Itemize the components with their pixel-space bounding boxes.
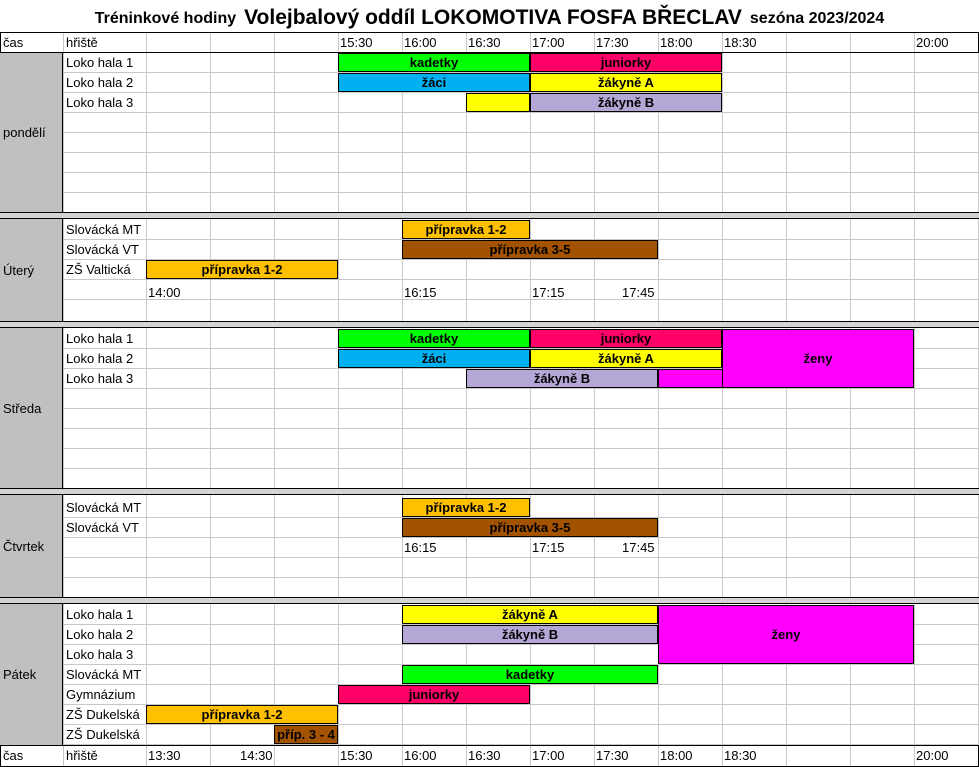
training-block: kadetky [338,329,530,348]
time-note: 16:15 [404,285,437,300]
training-block: juniorky [530,53,722,72]
grid-hline [63,388,979,389]
grid-vline [210,32,211,767]
day-label-monday: pondělí [0,52,63,212]
training-block: žáci [338,73,530,92]
grid-hline [63,744,979,745]
grid-hline [63,537,979,538]
title-club: Volejbalový oddíl LOKOMOTIVA FOSFA BŘECLAV [244,6,742,29]
court-label: Loko hala 2 [66,75,134,90]
training-block: přípravka 3-5 [402,240,658,259]
grid-hline [63,172,979,173]
title-season: sezóna 2023/2024 [749,10,885,27]
training-block [466,93,530,112]
header-time: 20:00 [916,35,949,50]
grid-vline [338,32,339,767]
court-label: Loko hala 1 [66,55,134,70]
grid-vline [402,32,403,767]
training-block: příp. 3 - 4 [274,725,338,744]
training-block: kadetky [338,53,530,72]
court-label: ZŠ Valtická [66,262,131,277]
training-block: přípravka 3-5 [402,518,658,537]
training-block: přípravka 1-2 [146,705,338,724]
day-label-friday: Pátek [0,604,63,745]
header-time: 17:00 [532,35,565,50]
time-note: 17:15 [532,285,565,300]
header-time: 16:00 [404,35,437,50]
grid-vline [466,32,467,767]
court-label: Gymnázium [66,687,136,702]
grid-hline [63,724,979,725]
day-separator [0,488,979,495]
training-block: ženy [722,329,914,388]
training-block: žákyně B [402,625,658,644]
training-block: juniorky [338,685,530,704]
court-label: Loko hala 2 [66,627,134,642]
header-cas: čas [3,35,24,50]
court-label: Loko hala 3 [66,371,134,386]
header-time: 18:00 [660,35,693,50]
grid-vline [594,32,595,767]
grid-hline [63,112,979,113]
training-block-ext [658,369,722,388]
header-time: 15:30 [340,35,373,50]
grid-vline [146,32,147,767]
footer-cas: čas [3,748,24,763]
grid-vline [914,32,915,767]
footer-time: 20:00 [916,748,949,763]
time-note: 17:15 [532,540,565,555]
day-label-wednesday: Středa [0,328,63,488]
court-label: Slovácká MT [66,500,142,515]
training-block: přípravka 1-2 [402,498,530,517]
grid-vline [63,32,64,767]
footer-time: 13:30 [148,748,181,763]
day-label-thursday: Čtvrtek [0,495,63,597]
court-label: Loko hala 1 [66,331,134,346]
training-block: přípravka 1-2 [146,260,338,279]
footer-time: 17:00 [532,748,565,763]
time-note: 17:45 [622,285,655,300]
grid-vline [274,32,275,767]
footer-time: 17:30 [596,748,629,763]
footer-time: 18:00 [660,748,693,763]
footer-time: 18:30 [724,748,757,763]
grid-hline [63,299,979,300]
training-block: juniorky [530,329,722,348]
training-block: kadetky [402,665,658,684]
training-block: žákyně B [530,93,722,112]
grid-hline [63,448,979,449]
training-block: žákyně B [466,369,658,388]
court-label: Loko hala 2 [66,351,134,366]
header-time: 17:30 [596,35,629,50]
grid-hline [63,408,979,409]
grid-hline [63,468,979,469]
grid-hline [63,192,979,193]
court-label: Loko hala 3 [66,95,134,110]
footer-time: 14:30 [240,748,273,763]
grid-hline [63,577,979,578]
grid-hline [63,152,979,153]
header-hriste: hřiště [66,35,98,50]
training-block: ženy [658,605,914,664]
training-block: žáci [338,349,530,368]
court-label: Slovácká MT [66,667,142,682]
court-label: Loko hala 3 [66,647,134,662]
time-note: 16:15 [404,540,437,555]
court-label: Slovácká VT [66,520,139,535]
page-title [0,0,979,33]
grid-hline [63,428,979,429]
title-prefix: Tréninkové hodiny [94,10,237,27]
grid-hline [63,557,979,558]
day-separator [0,321,979,328]
day-label-tuesday: Úterý [0,219,63,321]
training-block: žákyně A [402,605,658,624]
day-separator [0,212,979,219]
court-label: Slovácká MT [66,222,142,237]
court-label: Loko hala 1 [66,607,134,622]
training-block: přípravka 1-2 [402,220,530,239]
footer-time: 16:30 [468,748,501,763]
time-note: 14:00 [148,285,181,300]
footer-time: 15:30 [340,748,373,763]
training-block: žákyně A [530,73,722,92]
header-time: 18:30 [724,35,757,50]
header-time: 16:30 [468,35,501,50]
day-separator [0,597,979,604]
grid-vline [530,32,531,767]
court-label: ZŠ Dukelská [66,707,140,722]
court-label: Slovácká VT [66,242,139,257]
time-note: 17:45 [622,540,655,555]
court-label: ZŠ Dukelská [66,727,140,742]
footer-time: 16:00 [404,748,437,763]
grid-hline [63,132,979,133]
footer-hriste: hřiště [66,748,98,763]
grid-hline [63,279,979,280]
training-block: žákyně A [530,349,722,368]
